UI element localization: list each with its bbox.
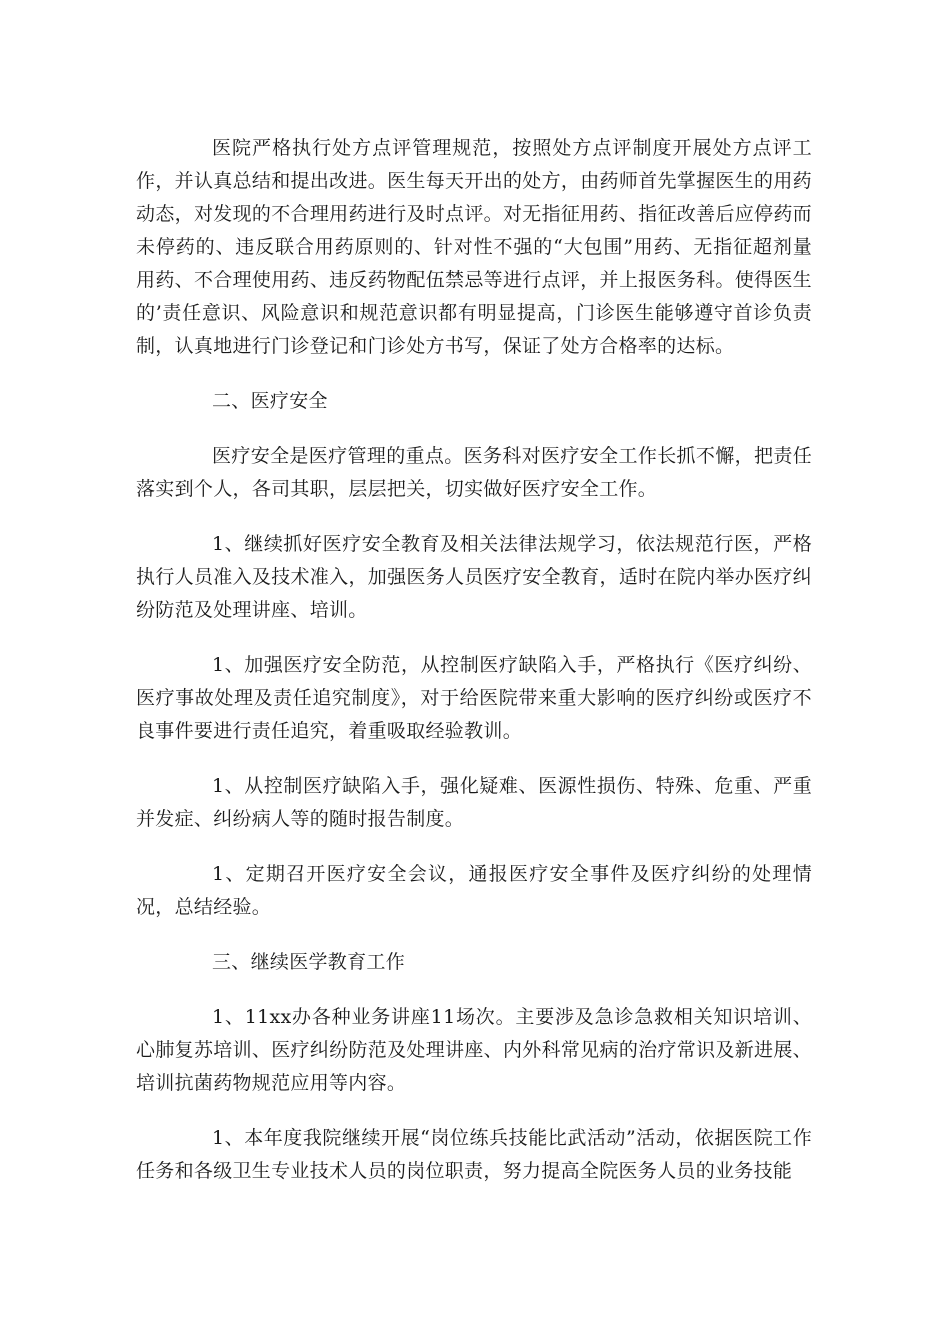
section-heading-continuing-education: 三、继续医学教育工作 — [212, 951, 406, 973]
document-body — [136, 132, 812, 1210]
paragraph-defect-control: 1、从控制医疗缺陷入手，强化疑难、医源性损伤、特殊、危重、严重并发症、纠纷病人等的随时报告制度。 — [136, 775, 812, 830]
paragraph-lectures: 1、11xx办各种业务讲座11场次。主要涉及急诊急救相关知识培训、心肺复苏培训、医疗纠纷防范及处理讲座、内外科常见病的治疗常识及新进展、培训抗菌药物规范应用等内容。 — [136, 1006, 812, 1094]
paragraph-safety-meetings: 1、定期召开医疗安全会议，通报医疗安全事件及医疗纠纷的处理情况，总结经验。 — [136, 863, 812, 918]
paragraph-skills-competition: 1、本年度我院继续开展“岗位练兵技能比武活动”活动，依据医院工作任务和各级卫生专业技术人员的岗位职责，努力提高全院医务人员的业务技能 — [136, 1127, 812, 1182]
section-heading-medical-safety: 二、医疗安全 — [212, 390, 328, 412]
paragraph-safety-prevention: 1、加强医疗安全防范，从控制医疗缺陷入手，严格执行《医疗纠纷、医疗事故处理及责任追究制度》，对于给医院带来重大影响的医疗纠纷或医疗不良事件要进行责任追究，着重吸取经验教训。 — [136, 654, 812, 742]
paragraph-safety-intro: 医疗安全是医疗管理的重点。医务科对医疗安全工作长抓不懈，把责任落实到个人，各司其职，层层把关，切实做好医疗安全工作。 — [136, 445, 812, 500]
paragraph-prescription-review: 医院严格执行处方点评管理规范，按照处方点评制度开展处方点评工作，并认真总结和提出改进。医生每天开出的处方，由药师首先掌握医生的用药动态，对发现的不合理用药进行及时点评。对无指征用药、指征改善后应停药而未停药的、违反联合用药原则的、针对性不强的“大包围”用药、无指征超剂量用药、不合理使用药、违反药物配伍禁忌等进行点评，并上报医务科。使得医生的’责任意识、风险意识和规范意识都有明显提高，门诊医生能够遵守首诊负责制，认真地进行门诊登记和门诊处方书写，保证了处方合格率的达标。 — [136, 137, 812, 357]
paragraph-safety-education: 1、继续抓好医疗安全教育及相关法律法规学习，依法规范行医，严格执行人员准入及技术准入，加强医务人员医疗安全教育，适时在院内举办医疗纠纷防范及处理讲座、培训。 — [136, 533, 812, 621]
